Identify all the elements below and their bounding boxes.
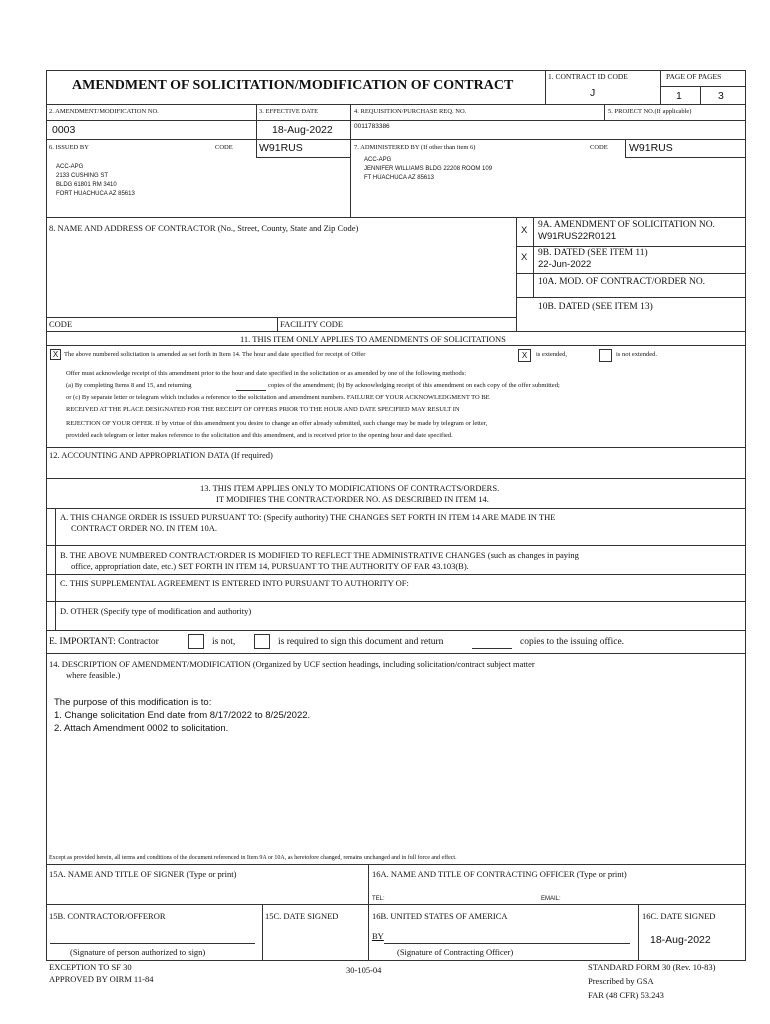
item-11-heading: 11. THIS ITEM ONLY APPLIES TO AMENDMENTS OF SOLICITATIONS [240,334,506,344]
signature-person-caption: (Signature of person authorized to sign) [70,947,206,957]
contracting-officer-label: 16A. NAME AND TITLE OF CONTRACTING OFFICER (Type or print) [372,869,627,879]
item-9b-check[interactable]: X [521,252,528,263]
item-13b-line-1: B. THE ABOVE NUMBERED CONTRACT/ORDER IS MODIFIED TO REFLECT THE ADMINISTRATIVE CHANGES (such as changes in paying [60,550,579,560]
administered-label: 7. ADMINISTERED BY (If other than item 6) [354,144,476,151]
form-title: AMENDMENT OF SOLICITATION/MODIFICATION OF CONTRACT [72,78,514,93]
signature-officer-caption: (Signature of Contracting Officer) [397,947,514,957]
prescribed-label: Prescribed by GSA [588,976,654,986]
facility-code-label: FACILITY CODE [280,319,344,329]
description-text-1: The purpose of this modification is to: [54,697,212,708]
far-label: FAR (48 CFR) 53.243 [588,990,664,1000]
approved-label: APPROVED BY OIRM 11-84 [49,974,154,984]
item-13d: D. OTHER (Specify type of modification and authority) [60,606,252,616]
item-11-checkbox[interactable]: X [50,349,61,360]
item-13b-line-2: office, appropriation date, etc.) SET FORTH IN ITEM 14, PURSUANT TO THE AUTHORITY OF FAR 43.103(B). [71,561,469,571]
item-13-heading-2: IT MODIFIES THE CONTRACT/ORDER NO. AS DESCRIBED IN ITEM 14. [216,494,489,504]
standard-form-label: STANDARD FORM 30 (Rev. 10-83) [588,962,716,972]
date-signed-16c-label: 16C. DATE SIGNED [642,911,716,921]
description-text-2: 1. Change solicitation End date from 8/17/2022 to 8/25/2022. [54,710,311,721]
united-states-label: 16B. UNITED STATES OF AMERICA [372,911,508,921]
date-signed-16c: 18-Aug-2022 [650,934,711,946]
contractor-signature-line[interactable] [50,943,255,944]
date-signed-15c-label: 15C. DATE SIGNED [265,911,339,921]
contractor-is-not-checkbox[interactable] [188,634,204,649]
copies-blank-e [472,648,512,649]
item-11-line-1: Offer must acknowledge receipt of this amendment prior to the hour and date specified in the solicitation or as amended by one of the following methods: [66,370,467,377]
email-label: EMAIL: [541,896,561,902]
signer-label: 15A. NAME AND TITLE OF SIGNER (Type or print) [49,869,237,879]
item-11-line-2b: copies of the amendment; (b) By acknowledging receipt of this amendment on each copy of the offer submitted; [268,382,560,389]
dated-9b: 22-Jun-2022 [538,259,592,270]
issued-by-label: 6. ISSUED BY [49,144,89,151]
form-number: 30-105-04 [346,965,382,975]
is-extended-label: is extended, [536,351,568,358]
mod-contract-label: 10A. MOD. OF CONTRACT/ORDER NO. [538,277,706,287]
contractor-label: 8. NAME AND ADDRESS OF CONTRACTOR (No., Street, County, State and Zip Code) [49,223,359,233]
dated-9b-label: 9B. DATED (SEE ITEM 11) [538,248,648,258]
is-required-label: is required to sign this document and return [278,637,444,647]
contract-id-code-label: 1. CONTRACT ID CODE [548,72,628,81]
administered-code-label: CODE [590,144,608,151]
item-11-line-4: RECEIVED AT THE PLACE DESIGNATED FOR THE RECEIPT OF OFFERS PRIOR TO THE HOUR AND DATE SPECIFIED MAY RESULT IN [66,406,460,413]
accounting-label: 12. ACCOUNTING AND APPROPRIATION DATA (If required) [49,450,273,460]
item-13c: C. THIS SUPPLEMENTAL AGREEMENT IS ENTERED INTO PURSUANT TO AUTHORITY OF: [60,578,409,588]
amendment-no-label: 2. AMENDMENT/MODIFICATION NO. [49,108,159,115]
description-label-1: 14. DESCRIPTION OF AMENDMENT/MODIFICATION (Organized by UCF section headings, including solicitation/contract subject matter [49,659,535,669]
extended-checkbox[interactable]: X [518,349,531,362]
contractor-code-label: CODE [49,319,73,329]
effective-date-label: 3. EFFECTIVE DATE [259,108,319,115]
important-label: E. IMPORTANT: Contractor [49,637,159,647]
issued-code: W91RUS [259,142,303,154]
item-11-line-2a: (a) By completing Items 8 and 15, and returning [66,382,192,389]
item-11-line-3: or (c) By separate letter or telegram which includes a reference to the solicitation and amendment numbers. FAILURE OF YOUR ACKNOWLEDGMENT TO BE [66,394,490,401]
page-of-pages-label: PAGE OF PAGES [666,72,722,81]
item-13-heading-1: 13. THIS ITEM APPLIES ONLY TO MODIFICATIONS OF CONTRACTS/ORDERS. [200,483,500,493]
copies-label: copies to the issuing office. [520,637,625,647]
solicitation-no: W91RUS22R0121 [538,231,617,242]
terms-note: Except as provided herein, all terms and conditions of the document referenced in Item 9A or 10A, as heretofore changed, remains unchanged and in full force and effect. [49,855,457,861]
copies-blank [236,390,266,391]
exception-label: EXCEPTION TO SF 30 [49,962,132,972]
item-11-sentence: The above numbered solicitation is amended as set forth in Item 14. The hour and date specified for receipt of Offer [64,351,366,358]
issued-address: ACC-APG 2133 CUSHING ST BLDG 61801 RM 3410 FORT HUACHUCA AZ 85613 [56,164,135,197]
effective-date: 18-Aug-2022 [272,124,333,136]
dated-10b-label: 10B. DATED (SEE ITEM 13) [538,302,653,312]
amend-solicitation-label: 9A. AMENDMENT OF SOLICITATION NO. [538,220,715,230]
officer-signature-line[interactable] [384,943,630,944]
amendment-no: 0003 [52,124,76,136]
item-9a-check[interactable]: X [521,225,528,236]
total-pages: 3 [718,90,724,102]
issued-code-label: CODE [215,144,233,151]
description-text-3: 2. Attach Amendment 0002 to solicitation. [54,723,229,734]
is-not-extended-label: is not extended. [616,351,657,358]
description-label-2: where feasible.) [66,670,121,680]
item-13a-line-1: A. THIS CHANGE ORDER IS ISSUED PURSUANT TO: (Specify authority) THE CHANGES SET FORTH IN ITEM 14 ARE MADE IN THE [60,512,556,522]
is-not-label: is not, [212,637,236,647]
item-11-line-5: REJECTION OF YOUR OFFER. If by virtue of this amendment you desire to change an offer already submitted, such change may be made by telegram or letter, [66,420,488,427]
is-required-checkbox[interactable] [254,634,270,649]
item-11-line-6: provided each telegram or letter makes reference to the solicitation and this amendment, and is received prior to the opening hour and date specified. [66,432,453,439]
project-no-label: 5. PROJECT NO.(If applicable) [608,108,692,115]
administered-address: ACC-APG JENNIFER WILLIAMS BLDG 22208 ROOM 109 FT HUACHUCA AZ 85613 [364,157,493,181]
page-number: 1 [676,90,682,102]
by-label: BY [372,931,384,941]
tel-label: TEL: [372,896,385,902]
administered-code: W91RUS [629,142,673,154]
not-extended-checkbox[interactable] [599,349,612,362]
contract-id-code: J [590,87,596,99]
item-13a-line-2: CONTRACT ORDER NO. IN ITEM 10A. [71,523,217,533]
requisition-label: 4. REQUISITION/PURCHASE REQ. NO. [354,108,467,115]
contractor-offeror-label: 15B. CONTRACTOR/OFFEROR [49,911,166,921]
requisition-no: 0011783386 [354,123,390,130]
